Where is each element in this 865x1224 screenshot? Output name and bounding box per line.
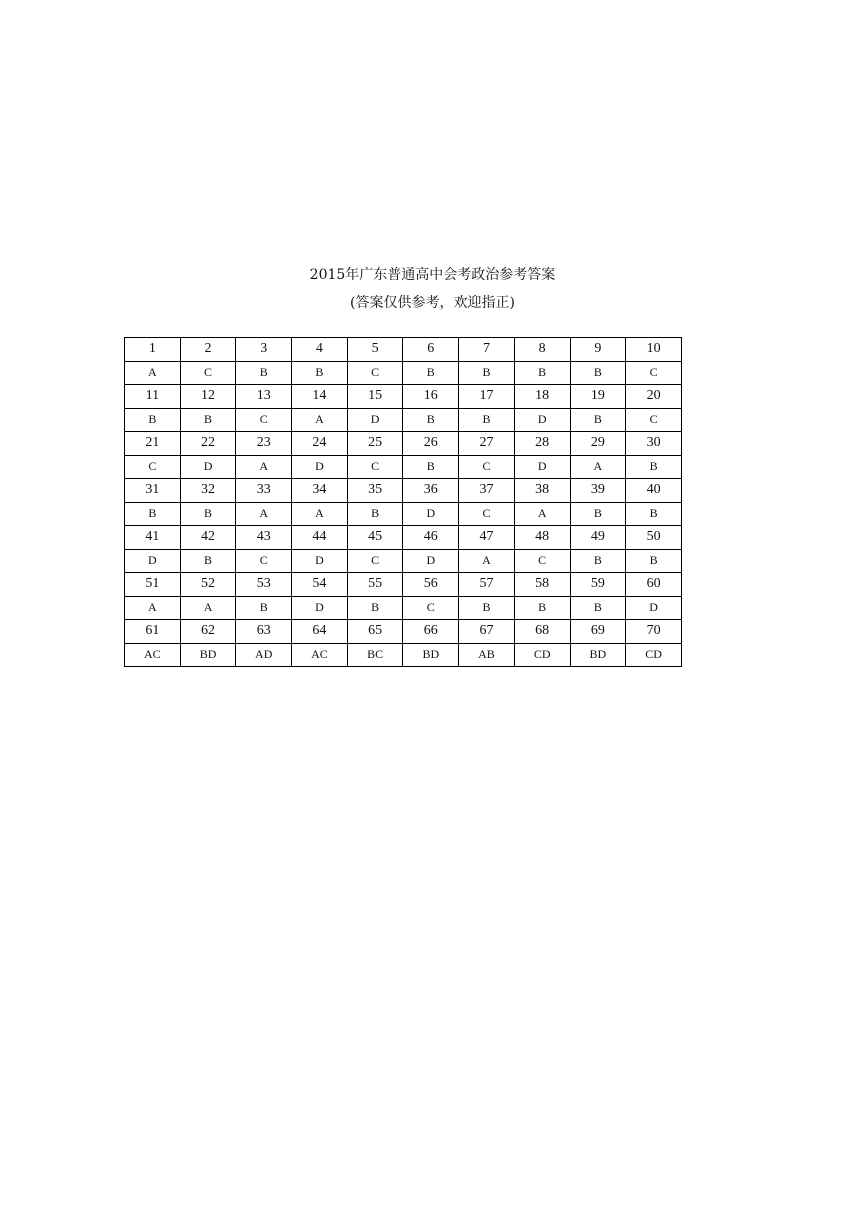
question-number-cell: 60: [626, 573, 682, 597]
question-number-cell: 49: [570, 526, 626, 550]
question-number-cell: 47: [459, 526, 515, 550]
answer-cell: A: [125, 596, 181, 620]
question-number-cell: 13: [236, 385, 292, 409]
answer-table-body: [125, 338, 682, 667]
answer-cell: B: [570, 502, 626, 526]
question-number-cell: 15: [347, 385, 403, 409]
question-number-cell: 63: [236, 620, 292, 644]
answer-cell: BD: [180, 643, 236, 667]
question-number-cell: 41: [125, 526, 181, 550]
question-number-cell: 31: [125, 479, 181, 503]
answer-cell: B: [570, 408, 626, 432]
answer-cell: C: [626, 361, 682, 385]
answer-row: [125, 643, 682, 667]
question-number-cell: 21: [125, 432, 181, 456]
question-number-cell: 57: [459, 573, 515, 597]
question-number-cell: 3: [236, 338, 292, 362]
answer-cell: BD: [570, 643, 626, 667]
question-number-cell: 11: [125, 385, 181, 409]
answer-cell: C: [403, 596, 459, 620]
question-number-row: [125, 385, 682, 409]
question-number-cell: 12: [180, 385, 236, 409]
answer-cell: D: [180, 455, 236, 479]
question-number-cell: 64: [292, 620, 348, 644]
answer-cell: AD: [236, 643, 292, 667]
question-number-cell: 56: [403, 573, 459, 597]
answer-cell: D: [125, 549, 181, 573]
answer-cell: D: [626, 596, 682, 620]
question-number-cell: 32: [180, 479, 236, 503]
answer-cell: B: [514, 596, 570, 620]
answer-cell: B: [180, 408, 236, 432]
question-number-row: [125, 573, 682, 597]
answer-cell: B: [403, 361, 459, 385]
answer-cell: C: [347, 549, 403, 573]
question-number-cell: 67: [459, 620, 515, 644]
answer-cell: A: [292, 408, 348, 432]
question-number-cell: 62: [180, 620, 236, 644]
answer-cell: C: [459, 502, 515, 526]
answer-cell: D: [292, 455, 348, 479]
question-number-cell: 66: [403, 620, 459, 644]
answer-cell: B: [125, 502, 181, 526]
question-number-cell: 68: [514, 620, 570, 644]
answer-cell: B: [570, 549, 626, 573]
question-number-cell: 33: [236, 479, 292, 503]
page-subtitle: (答案仅供参考，欢迎指正): [350, 295, 515, 311]
question-number-cell: 1: [125, 338, 181, 362]
question-number-cell: 69: [570, 620, 626, 644]
question-number-row: [125, 479, 682, 503]
answer-cell: D: [403, 502, 459, 526]
answer-cell: BC: [347, 643, 403, 667]
question-number-cell: 55: [347, 573, 403, 597]
question-number-cell: 24: [292, 432, 348, 456]
question-number-cell: 6: [403, 338, 459, 362]
question-number-row: [125, 526, 682, 550]
answer-cell: B: [403, 408, 459, 432]
question-number-cell: 29: [570, 432, 626, 456]
answer-cell: AC: [292, 643, 348, 667]
answer-cell: CD: [626, 643, 682, 667]
question-number-cell: 61: [125, 620, 181, 644]
question-number-cell: 44: [292, 526, 348, 550]
answer-cell: C: [626, 408, 682, 432]
answer-table: [124, 337, 682, 667]
answer-cell: D: [403, 549, 459, 573]
answer-cell: C: [180, 361, 236, 385]
answer-row: [125, 596, 682, 620]
answer-row: [125, 408, 682, 432]
question-number-cell: 27: [459, 432, 515, 456]
question-number-cell: 43: [236, 526, 292, 550]
answer-cell: C: [459, 455, 515, 479]
answer-cell: CD: [514, 643, 570, 667]
question-number-cell: 25: [347, 432, 403, 456]
question-number-cell: 54: [292, 573, 348, 597]
question-number-cell: 30: [626, 432, 682, 456]
question-number-cell: 34: [292, 479, 348, 503]
question-number-cell: 46: [403, 526, 459, 550]
answer-cell: D: [347, 408, 403, 432]
answer-cell: A: [292, 502, 348, 526]
answer-cell: A: [236, 502, 292, 526]
question-number-cell: 53: [236, 573, 292, 597]
question-number-cell: 17: [459, 385, 515, 409]
answer-row: [125, 455, 682, 479]
question-number-row: [125, 338, 682, 362]
question-number-cell: 36: [403, 479, 459, 503]
question-number-cell: 9: [570, 338, 626, 362]
answer-cell: B: [459, 361, 515, 385]
question-number-cell: 45: [347, 526, 403, 550]
answer-cell: D: [514, 455, 570, 479]
question-number-cell: 22: [180, 432, 236, 456]
answer-cell: C: [347, 361, 403, 385]
answer-cell: A: [236, 455, 292, 479]
question-number-cell: 23: [236, 432, 292, 456]
question-number-cell: 70: [626, 620, 682, 644]
question-number-cell: 59: [570, 573, 626, 597]
answer-cell: B: [514, 361, 570, 385]
answer-cell: B: [570, 596, 626, 620]
question-number-cell: 38: [514, 479, 570, 503]
answer-cell: C: [125, 455, 181, 479]
question-number-cell: 4: [292, 338, 348, 362]
answer-cell: AC: [125, 643, 181, 667]
question-number-cell: 26: [403, 432, 459, 456]
question-number-cell: 18: [514, 385, 570, 409]
question-number-cell: 10: [626, 338, 682, 362]
answer-cell: D: [514, 408, 570, 432]
answer-cell: C: [236, 549, 292, 573]
question-number-cell: 19: [570, 385, 626, 409]
answer-cell: A: [459, 549, 515, 573]
question-number-cell: 39: [570, 479, 626, 503]
question-number-cell: 5: [347, 338, 403, 362]
question-number-cell: 14: [292, 385, 348, 409]
answer-cell: B: [236, 596, 292, 620]
answer-cell: B: [459, 408, 515, 432]
answer-row: [125, 361, 682, 385]
answer-cell: B: [403, 455, 459, 479]
question-number-cell: 20: [626, 385, 682, 409]
answer-cell: B: [347, 596, 403, 620]
question-number-cell: 28: [514, 432, 570, 456]
answer-cell: B: [347, 502, 403, 526]
answer-row: [125, 502, 682, 526]
question-number-cell: 50: [626, 526, 682, 550]
answer-cell: BD: [403, 643, 459, 667]
answer-cell: B: [626, 549, 682, 573]
question-number-cell: 35: [347, 479, 403, 503]
answer-cell: B: [626, 455, 682, 479]
answer-cell: B: [459, 596, 515, 620]
question-number-cell: 51: [125, 573, 181, 597]
answer-cell: B: [570, 361, 626, 385]
question-number-cell: 8: [514, 338, 570, 362]
answer-cell: B: [626, 502, 682, 526]
answer-cell: B: [125, 408, 181, 432]
question-number-row: [125, 620, 682, 644]
answer-cell: A: [570, 455, 626, 479]
answer-cell: B: [180, 549, 236, 573]
question-number-cell: 40: [626, 479, 682, 503]
answer-cell: A: [180, 596, 236, 620]
question-number-row: [125, 432, 682, 456]
question-number-cell: 58: [514, 573, 570, 597]
answer-cell: C: [236, 408, 292, 432]
page-title: 2015年广东普通高中会考政治参考答案: [309, 267, 556, 283]
question-number-cell: 16: [403, 385, 459, 409]
answer-row: [125, 549, 682, 573]
question-number-cell: 37: [459, 479, 515, 503]
answer-cell: C: [514, 549, 570, 573]
answer-cell: A: [125, 361, 181, 385]
answer-cell: B: [292, 361, 348, 385]
answer-cell: A: [514, 502, 570, 526]
answer-cell: D: [292, 549, 348, 573]
question-number-cell: 2: [180, 338, 236, 362]
answer-cell: AB: [459, 643, 515, 667]
answer-cell: B: [180, 502, 236, 526]
question-number-cell: 42: [180, 526, 236, 550]
answer-cell: D: [292, 596, 348, 620]
question-number-cell: 52: [180, 573, 236, 597]
answer-cell: C: [347, 455, 403, 479]
question-number-cell: 65: [347, 620, 403, 644]
answer-cell: B: [236, 361, 292, 385]
question-number-cell: 48: [514, 526, 570, 550]
question-number-cell: 7: [459, 338, 515, 362]
